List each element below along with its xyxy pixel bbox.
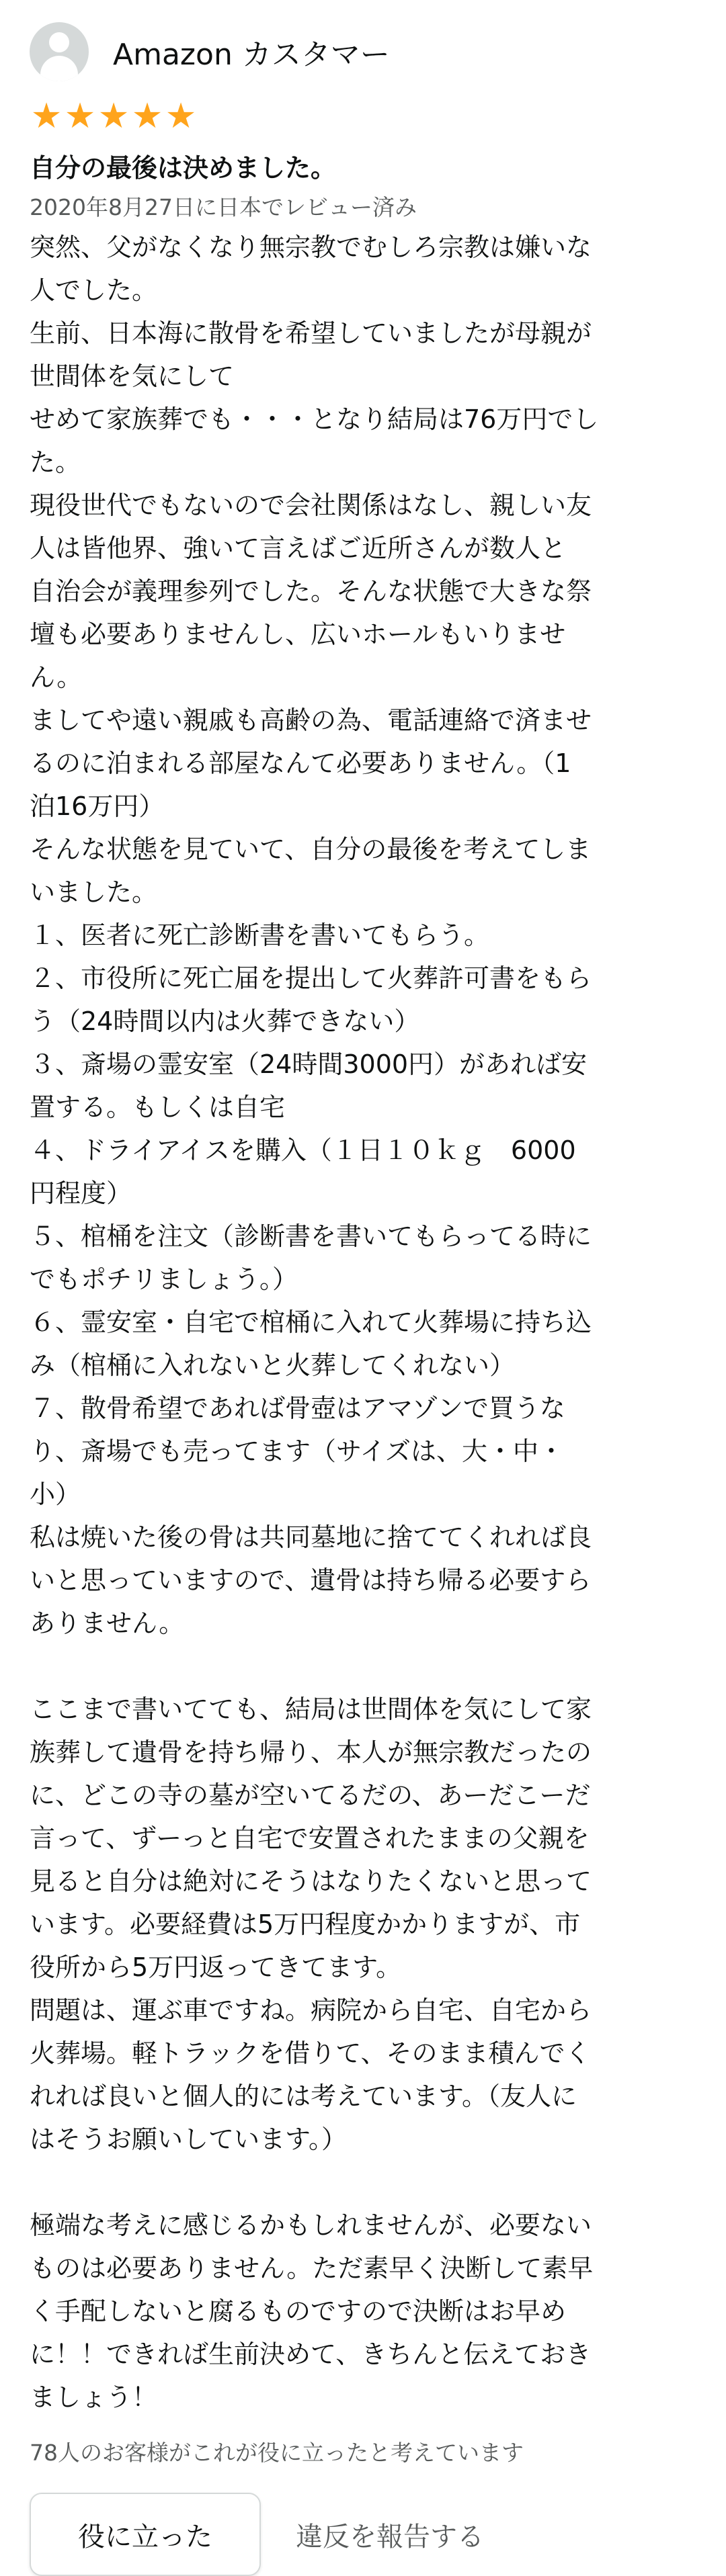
review-body-line: 火葬場。軽トラックを借りて、そのまま積んでく [30, 2038, 591, 2068]
star-icon: ★ [165, 96, 197, 136]
review-body-line: ありません。 [30, 1608, 185, 1638]
review-body-line: 私は焼いた後の骨は共同墓地に捨ててくれれば良 [30, 1522, 592, 1552]
review-body-line: 円程度） [30, 1178, 132, 1208]
review-title: 自分の最後は決めました。 [30, 153, 337, 183]
star-icon: ★ [64, 96, 96, 136]
default-avatar-icon[interactable] [30, 22, 89, 81]
review-body-line: でもポチリましょう。） [30, 1264, 298, 1294]
review-actions [30, 2493, 696, 2576]
review-body-line: 人でした。 [30, 275, 158, 305]
review-body-line: はそうお願いしています。） [30, 2124, 347, 2154]
review-body-line: ましてや遠い親戚も高齢の為、電話連絡で済ませ [30, 705, 592, 735]
star-icon: ★ [97, 96, 130, 136]
review-body-line: います。必要経費は5万円程度かかりますが、市 [30, 1909, 581, 1939]
review-body-line: り、斎場でも売ってます（サイズは、大・中・ [30, 1436, 564, 1466]
review-body-line: 極端な考えに感じるかもしれませんが、必要ない [30, 2210, 592, 2240]
review-body-line: 現役世代でもないので会社関係はなし、親しい友 [30, 490, 592, 520]
review-body-line: 突然、父がなくなり無宗教でむしろ宗教は嫌いな [30, 232, 592, 262]
review-body-line: ５、棺桶を注文（診断書を書いてもらってる時に [30, 1221, 592, 1251]
helpful-button[interactable]: 役に立った [30, 2493, 261, 2576]
review-body-line: 小） [30, 1479, 81, 1509]
review-body-line: ３、斎場の霊安室（24時間3000円）があれば安 [30, 1049, 588, 1079]
review-body-line: 壇も必要ありませんし、広いホールもいりませ [30, 619, 566, 649]
avatar-body-shape [40, 56, 78, 81]
review-body-line: ものは必要ありません。ただ素早く決断して素早 [30, 2253, 594, 2283]
review-body-line: １、医者に死亡診断書を書いてもらう。 [30, 920, 490, 950]
review-body-line: 見ると自分は絶対にそうはなりたくないと思って [30, 1866, 592, 1896]
review-body-line: いました。 [30, 877, 158, 907]
review-body-line: れれば良いと個人的には考えています。（友人に [30, 2081, 577, 2111]
review-body-line: ２、市役所に死亡届を提出して火葬許可書をもら [30, 963, 592, 993]
review-body-line: 言って、ずーっと自宅で安置されたままの父親を [30, 1823, 590, 1853]
review-body-line: ６、霊安室・自宅で棺桶に入れて火葬場に持ち込 [30, 1307, 592, 1337]
review-body-line: ここまで書いてても、結局は世間体を気にして家 [30, 1694, 592, 1724]
review-body-line: く手配しないと腐るものですので決断はお早め [30, 2296, 567, 2326]
review-body-line: そんな状態を見ていて、自分の最後を考えてしま [30, 834, 592, 864]
review-body-line: 生前、日本海に散骨を希望していましたが母親が [30, 318, 592, 348]
review-body-line: に、どこの寺の墓が空いてるだの、あーだこーだ [30, 1780, 591, 1810]
review-body-line [30, 1645, 696, 1688]
review-body-line: ７、散骨希望であれば骨壺はアマゾンで買うな [30, 1393, 565, 1423]
review-body-line: ん。 [30, 662, 83, 692]
avatar-head-shape [49, 32, 69, 52]
review-body-line: るのに泊まれる部屋なんて必要ありません。（1 [30, 748, 571, 778]
star-icon: ★ [131, 96, 163, 136]
review-body-line: う（24時間以内は火葬できない） [30, 1006, 420, 1036]
star-rating [30, 95, 696, 137]
review-body-line: せめて家族葬でも・・・となり結局は76万円でし [30, 404, 599, 434]
report-abuse-link[interactable]: 違反を報告する [296, 2521, 484, 2552]
review-body-line: た。 [30, 447, 81, 477]
reviewer-name[interactable]: Amazon カスタマー [113, 38, 390, 72]
review-body-line: に！！できれば生前決めて、きちんと伝えておき [30, 2339, 592, 2369]
review-body [30, 226, 696, 2419]
review-body-line: み（棺桶に入れないと火葬してくれない） [30, 1350, 516, 1380]
review-body-line: 族葬して遺骨を持ち帰り、本人が無宗教だったの [30, 1737, 592, 1767]
review-date: 2020年8月27日に日本でレビュー済み [30, 194, 417, 220]
review-body-line: 自治会が義理参列でした。そんな状態で大きな祭 [30, 576, 592, 606]
review-body-line: 人は皆他界、強いて言えばご近所さんが数人と [30, 533, 567, 563]
review-body-line: 置する。もしくは自宅 [30, 1092, 286, 1122]
review-body-line: いと思っていますので、遺骨は持ち帰る必要すら [30, 1565, 592, 1595]
review-body-line: ４、ドライアイスを購入（１日１０ｋｇ 6000 [30, 1135, 576, 1165]
review-body-line: 役所から5万円返ってきてます。 [30, 1952, 402, 1982]
review-body-line [30, 2161, 696, 2204]
star-icon: ★ [30, 96, 63, 136]
review-body-line: 泊16万円） [30, 791, 165, 821]
review-body-line: 問題は、運ぶ車ですね。病院から自宅、自宅から [30, 1995, 592, 2025]
helpful-count: 78人のお客様がこれが役に立ったと考えています [30, 2440, 524, 2466]
reviewer-profile[interactable] [30, 0, 696, 95]
review-body-line: 世間体を気にして [30, 361, 235, 391]
review-body-line: ましょう！ [30, 2382, 158, 2412]
